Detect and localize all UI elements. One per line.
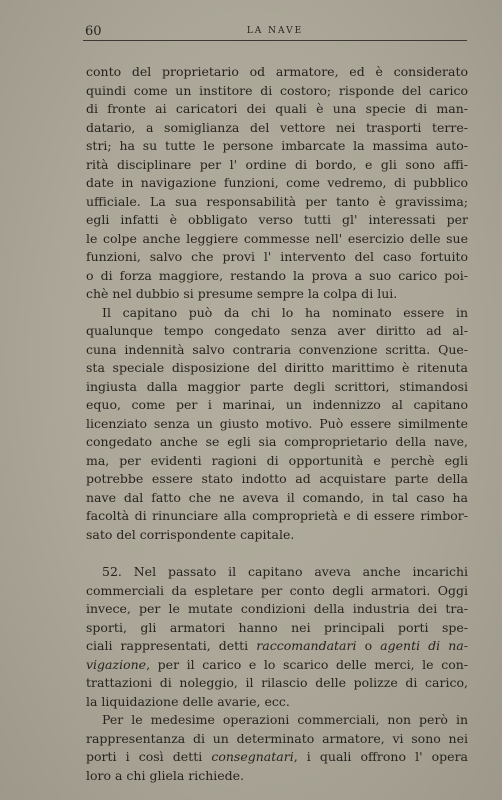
text-line: conto del proprietario od armatore, ed è considerato	[86, 64, 468, 79]
text-line: commerciali da espletare per conto degli armatori. Oggi	[86, 582, 468, 598]
text-line: congedato anche se egli sia comproprietario della nave,	[86, 434, 468, 449]
text-line: rappresentanza di un determinato armatore, vi sono nei	[86, 730, 468, 746]
paragraph-consegnatari	[86, 711, 468, 785]
text-fragment: ciali rappresentati, detti	[86, 638, 257, 653]
running-title: LA NAVE	[246, 26, 304, 36]
text-line: o di forza maggiore, restando la prova a suo carico poi-	[86, 267, 468, 283]
body-text	[86, 63, 468, 785]
text-line: trattazioni di noleggio, il rilascio delle polizze di carico,	[86, 675, 468, 690]
text-line: loro a chi gliela richiede.	[86, 767, 245, 783]
text-line: funzioni, salvo che provi l' intervento del caso fortuito	[86, 249, 468, 264]
text-line: cuna indennità salvo contraria convenzione scritta. Que-	[86, 341, 468, 357]
text-line-with-italics	[86, 656, 468, 675]
text-line: egli infatti è obbligato verso tutti gl' interessati per	[86, 212, 468, 227]
paragraph-section-52	[86, 563, 468, 711]
text-line: nave dal fatto che ne aveva il comando, in tal caso ha	[86, 489, 468, 505]
text-fragment: o	[356, 638, 381, 653]
text-line: le colpe anche leggiere commesse nell' esercizio delle sue	[86, 230, 468, 246]
text-fragment: , per il carico e lo scarico delle merci, le con-	[146, 656, 468, 672]
paragraph-captain-duties	[86, 63, 468, 304]
italic-term-agenti: agenti di na-	[380, 638, 468, 653]
text-line: di fronte ai caricatori dei quali è una specie di man-	[86, 101, 468, 116]
text-line: sporti, gli armatori hanno nei principali porti spe-	[86, 619, 468, 635]
text-line: invece, per le mutate condizioni della industria dei tra-	[86, 601, 468, 616]
paragraph-captain-dismissal	[86, 304, 468, 545]
text-line: Per le medesime operazioni commerciali, non però in	[102, 712, 468, 727]
page-header	[83, 22, 467, 41]
text-line: chè nel dubbio si presume sempre la colpa di lui.	[86, 286, 398, 301]
text-line: stri; ha su tutte le persone imbarcate la massima auto-	[86, 138, 468, 153]
text-line: ufficiale. La sua responsabilità per tanto è gravissima;	[86, 193, 468, 209]
italic-term-agenti-continued: vigazione	[86, 656, 147, 672]
text-fragment: porti i così detti	[86, 749, 212, 764]
text-line: la liquidazione delle avarie, ecc.	[86, 693, 290, 709]
text-fragment: , i quali offrono l' opera	[293, 749, 468, 764]
text-line: Il capitano può da chi lo ha nominato essere in	[102, 304, 468, 320]
text-line: ingiusta dalla maggior parte degli scrittori, stimandosi	[86, 378, 468, 394]
text-line-with-italics	[86, 748, 468, 767]
text-line: licenziato senza un giusto motivo. Può essere similmente	[86, 415, 468, 431]
text-line: ma, per evidenti ragioni di opportunità e perchè egli	[86, 452, 468, 468]
text-line: qualunque tempo congedato senza aver diritto ad al-	[86, 323, 468, 338]
text-line: quindi come un institore di costoro; risponde del carico	[86, 82, 468, 98]
text-line: facoltà di rinunciare alla comproprietà e di essere rimbor-	[86, 508, 468, 523]
text-line: sato del corrispondente capitale.	[86, 526, 295, 542]
text-line: datario, a somiglianza del vettore nei trasporti terre-	[86, 119, 468, 135]
text-line: 52. Nel passato il capitano aveva anche incarichi	[102, 564, 468, 579]
italic-term-consegnatari: consegnatari	[211, 749, 294, 764]
text-line: equo, come per i marinai, un indennizzo al capitano	[86, 397, 468, 412]
text-line: date in navigazione funzioni, come vedremo, di pubblico	[86, 175, 468, 190]
text-line: sta speciale disposizione del diritto marittimo è ritenuta	[86, 360, 468, 375]
text-line-with-italics	[86, 637, 468, 656]
page-number: 60	[85, 24, 102, 39]
text-line: potrebbe essere stato indotto ad acquistare parte della	[86, 471, 468, 486]
text-line: rità disciplinare per l' ordine di bordo, e gli sono affi-	[86, 156, 468, 172]
italic-term-raccomandatari: raccomandatari	[256, 638, 357, 653]
